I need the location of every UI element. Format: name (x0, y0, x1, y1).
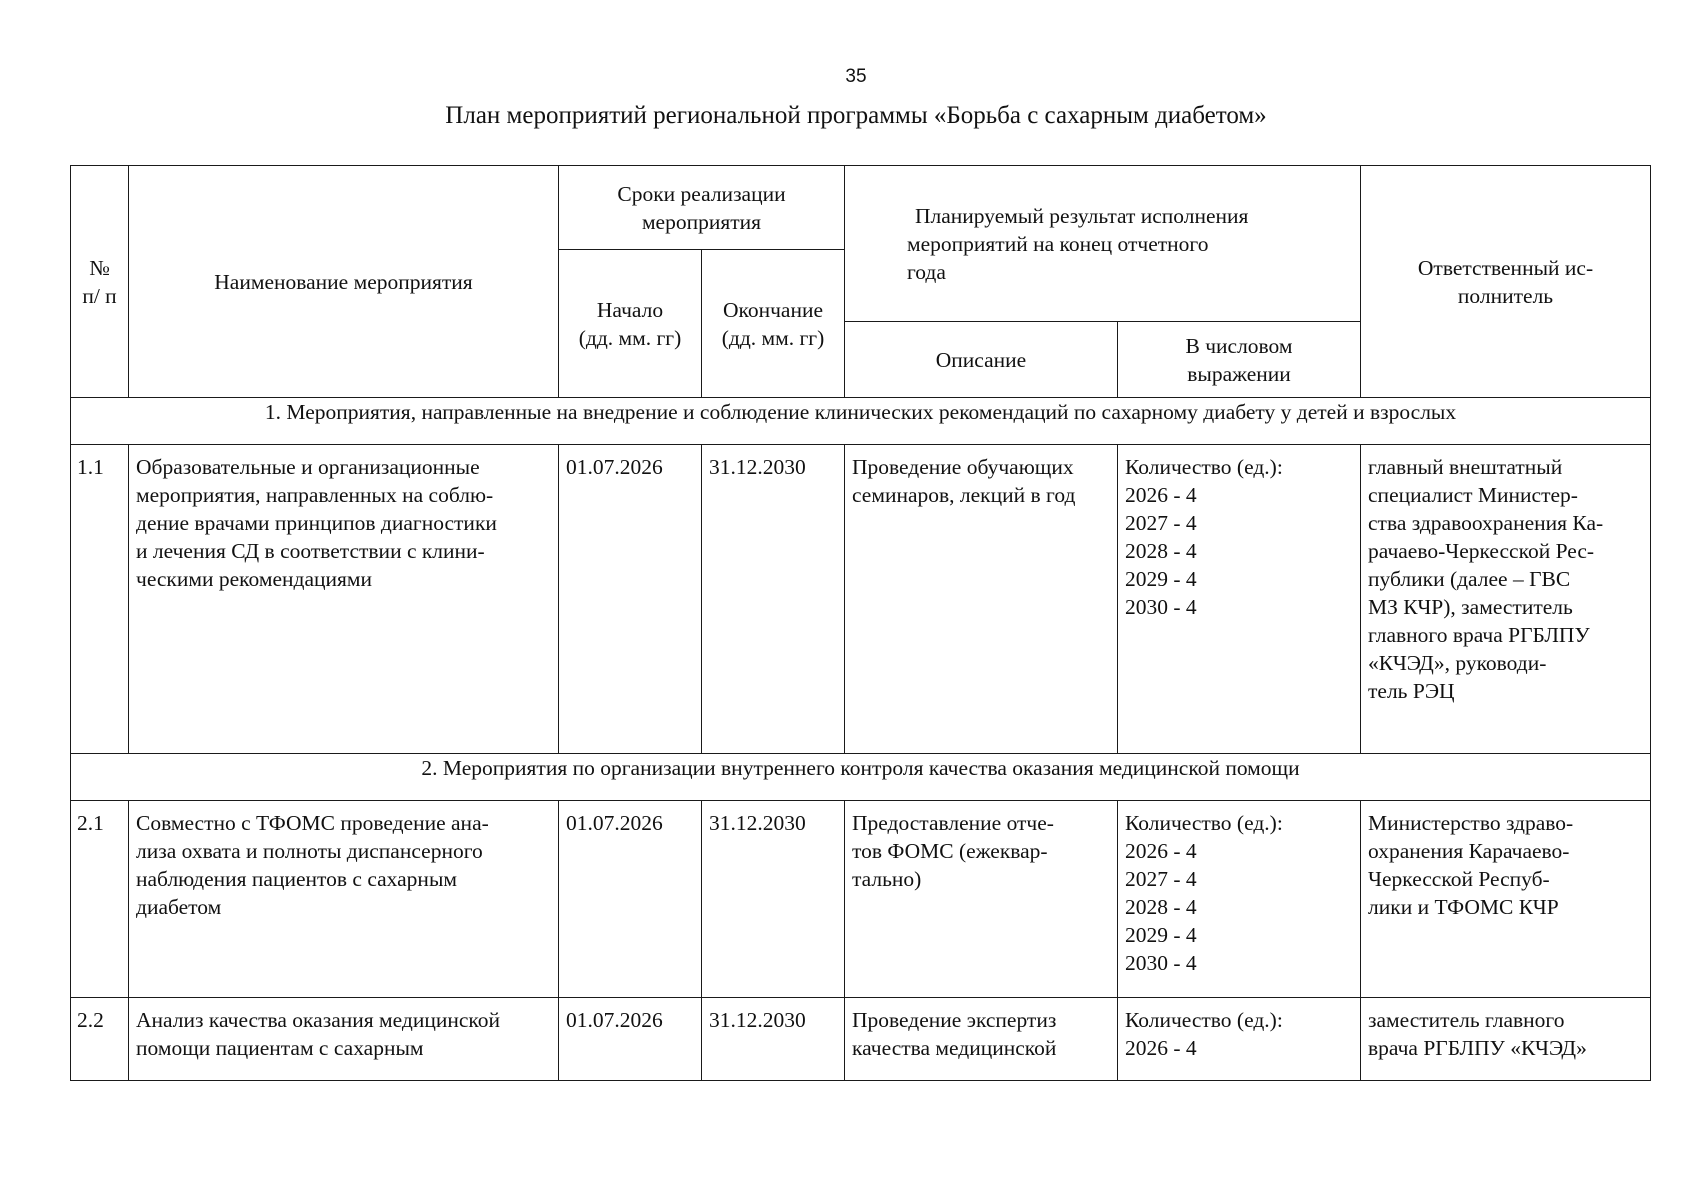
header-end: Окончание (дд. мм. гг) (702, 250, 845, 398)
responsible-executor-line: МЗ КЧР), заместитель (1368, 595, 1573, 619)
result-numeric-line: 2026 - 4 (1125, 483, 1197, 507)
result-numeric-line: Количество (ед.): (1125, 811, 1283, 835)
result-description-line: Проведение обучающих (852, 455, 1074, 479)
result-numeric (1118, 998, 1361, 1081)
section-row (71, 754, 1651, 801)
responsible-executor (1361, 801, 1651, 998)
activity-name-line: диабетом (136, 895, 222, 919)
result-description-line: семинаров, лекций в год (852, 483, 1076, 507)
result-description-line: Проведение экспертиз (852, 1008, 1057, 1032)
result-numeric-line: 2028 - 4 (1125, 539, 1197, 563)
row-number: 2.1 (71, 801, 129, 998)
activity-name-line: и лечения СД в соответствии с клини- (136, 539, 485, 563)
responsible-executor-line: Министерство здраво- (1368, 811, 1574, 835)
responsible-executor-line: ства здравоохранения Ка- (1368, 511, 1604, 535)
responsible-executor-line: специалист Министер- (1368, 483, 1578, 507)
section-row (71, 398, 1651, 445)
activity-name-line: ческими рекомендациями (136, 567, 373, 591)
activity-name-line: Образовательные и организационные (136, 455, 480, 479)
result-numeric-line: 2029 - 4 (1125, 567, 1197, 591)
page-number: 35 (845, 66, 867, 87)
activity-name-line: мероприятия, направленных на соблю- (136, 483, 494, 507)
result-numeric-line: 2027 - 4 (1125, 867, 1197, 891)
activity-name (129, 801, 559, 998)
header-name: Наименование мероприятия (129, 166, 559, 398)
section-title: 2. Мероприятия по организации внутреннего контроля качества оказания медицинской помощи (71, 754, 1651, 801)
activity-name-line: Совместно с ТФОМС проведение ана- (136, 811, 489, 835)
header-responsible: Ответственный ис- полнитель (1361, 166, 1651, 398)
header-num: № п/ п (71, 166, 129, 398)
table-body (71, 398, 1651, 1081)
header-result: Планируемый результат исполнения мероприятий на конец отчетного года (845, 166, 1361, 322)
result-numeric-line: 2029 - 4 (1125, 923, 1197, 947)
result-description (845, 445, 1118, 754)
result-numeric-line: 2030 - 4 (1125, 595, 1197, 619)
result-description-line: тально) (852, 867, 922, 891)
activity-name-line: наблюдения пациентов с сахарным (136, 867, 457, 891)
document-title: План мероприятий региональной программы «Борьба с сахарным диабетом» (445, 102, 1267, 129)
result-description-line: тов ФОМС (ежеквар- (852, 839, 1048, 863)
activity-name (129, 998, 559, 1081)
end-date: 31.12.2030 (702, 445, 845, 754)
plan-table (70, 165, 1651, 1081)
result-numeric-line: 2028 - 4 (1125, 895, 1197, 919)
table-row (71, 998, 1651, 1081)
result-numeric-line: 2027 - 4 (1125, 511, 1197, 535)
responsible-executor-line: лики и ТФОМС КЧР (1368, 895, 1559, 919)
activity-name-line: помощи пациентам с сахарным (136, 1036, 424, 1060)
header-terms: Сроки реализации мероприятия (559, 166, 845, 250)
activity-name-line: Анализ качества оказания медицинской (136, 1008, 500, 1032)
responsible-executor (1361, 998, 1651, 1081)
responsible-executor-line: главного врача РГБЛПУ (1368, 623, 1590, 647)
section-title: 1. Мероприятия, направленные на внедрение и соблюдение клинических рекомендаций по сахарному диабету у детей и взрослых (71, 398, 1651, 445)
result-numeric (1118, 445, 1361, 754)
end-date: 31.12.2030 (702, 998, 845, 1081)
responsible-executor-line: главный внештатный (1368, 455, 1563, 479)
result-numeric-line: Количество (ед.): (1125, 455, 1283, 479)
responsible-executor-line: заместитель главного (1368, 1008, 1565, 1032)
row-number: 2.2 (71, 998, 129, 1081)
start-date: 01.07.2026 (559, 801, 702, 998)
result-description (845, 998, 1118, 1081)
result-numeric-line: Количество (ед.): (1125, 1008, 1283, 1032)
result-numeric (1118, 801, 1361, 998)
end-date: 31.12.2030 (702, 801, 845, 998)
responsible-executor-line: тель РЭЦ (1368, 679, 1455, 703)
header-start: Начало (дд. мм. гг) (559, 250, 702, 398)
responsible-executor-line: охранения Карачаево- (1368, 839, 1570, 863)
responsible-executor-line: рачаево-Черкесской Рес- (1368, 539, 1595, 563)
responsible-executor (1361, 445, 1651, 754)
table-row (71, 445, 1651, 754)
activity-name (129, 445, 559, 754)
result-numeric-line: 2030 - 4 (1125, 951, 1197, 975)
table-row (71, 801, 1651, 998)
start-date: 01.07.2026 (559, 998, 702, 1081)
result-description-line: качества медицинской (852, 1036, 1057, 1060)
table-header (71, 166, 1651, 398)
header-numeric: В числовом выражении (1118, 322, 1361, 398)
header-description: Описание (845, 322, 1118, 398)
result-description-line: Предоставление отче- (852, 811, 1054, 835)
row-number: 1.1 (71, 445, 129, 754)
result-numeric-line: 2026 - 4 (1125, 839, 1197, 863)
responsible-executor-line: публики (далее – ГВС (1368, 567, 1571, 591)
responsible-executor-line: врача РГБЛПУ «КЧЭД» (1368, 1036, 1587, 1060)
responsible-executor-line: Черкесской Респуб- (1368, 867, 1550, 891)
activity-name-line: лиза охвата и полноты диспансерного (136, 839, 483, 863)
activity-name-line: дение врачами принципов диагностики (136, 511, 497, 535)
responsible-executor-line: «КЧЭД», руководи- (1368, 651, 1547, 675)
start-date: 01.07.2026 (559, 445, 702, 754)
result-description (845, 801, 1118, 998)
result-numeric-line: 2026 - 4 (1125, 1036, 1197, 1060)
